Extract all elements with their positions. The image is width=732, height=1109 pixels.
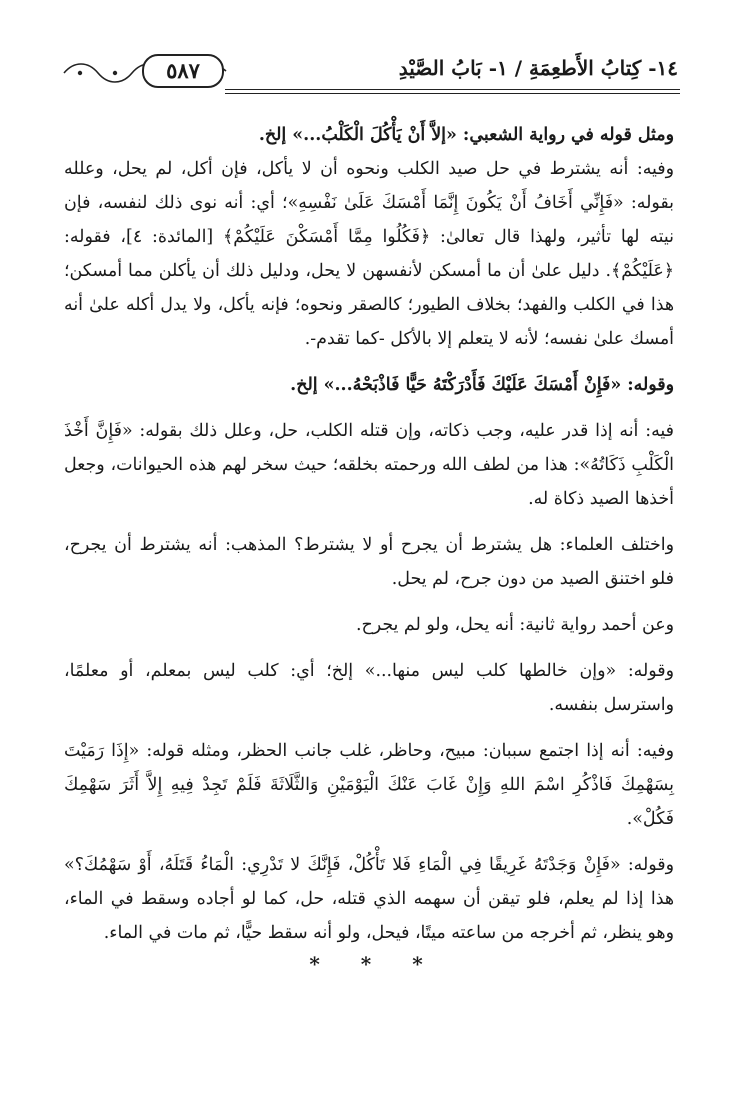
paragraph: وقوله: «فَإِنْ وَجَدْتَهُ غَرِيقًا فِي الْمَاءِ فَلا تَأْكُلْ، فَإِنَّكَ لا تَدْرِي: الْمَاءُ قَتَلَهُ، أَوْ سَهْمُكَ؟» هذا إذا لم يعلم، فلو تيقن أن سهمه الذي قتله، حل، كما لو أجاده وسقط في الماء، وهو ينظر، ثم أخرجه من ساعته ميتًا، فيحل، ولو أنه سقط حيًّا، ثم مات في الماء. (64, 855, 674, 943)
paragraph: وقوله: «وإن خالطها كلب ليس منها...» إلخ؛ أي: كلب ليس بمعلم، أو معلمًا، واسترسل بنفسه. (64, 661, 674, 715)
header-rule-thin (225, 93, 680, 94)
section-separator: * * * (309, 952, 423, 976)
paragraph: ومثل قوله في رواية الشعبي: «إلاَّ أَنْ يَأْكُلَ الْكَلْبُ...» إلخ. (258, 125, 674, 145)
paragraph: وعن أحمد رواية ثانية: أنه يحل، ولو لم يجرح. (355, 615, 674, 635)
paragraph: وفيه: أنه يشترط في حل صيد الكلب ونحوه أن لا يأكل، فإن أكل، لم يحل، وعلله بقوله: «فَإِنِّي أَخَافُ أَنْ يَكُونَ إِنَّمَا أَمْسَكَ عَلَىٰ نَفْسِهِ»؛ أي: أنه نوى ذلك لنفسه، فإن نيته لها تأثير، ولهذا قال تعالىٰ: ﴿فَكُلُوا مِمَّا أَمْسَكْنَ عَلَيْكُمْ﴾ [المائدة: ٤]، فقوله: ﴿عَلَيْكُمْ﴾. دليل علىٰ أن ما أمسكن لأنفسهن لا يحل، ودليل ذلك أن يأكلن مما أمسكن؛ هذا في الكلب والفهد؛ بخلاف الطيور؛ كالصقر ونحوه؛ فإنه يأكل، ولا يدل أكله علىٰ أنه أمسك علىٰ نفسه؛ لأنه لا يتعلم إلا بالأكل -كما تقدم-. (64, 159, 674, 349)
paragraph: فيه: أنه إذا قدر عليه، وجب ذكاته، وإن قتله الكلب، حل، وعلل ذلك بقوله: «فَإِنَّ أَخْذَ الْكَلْبِ ذَكَاتُهُ»: هذا من لطف الله ورحمته بخلقه؛ حيث سخر لهم هذه الحيوانات، وجعل أخذها الصيد ذكاة له. (64, 421, 674, 509)
text-body (64, 118, 674, 950)
page-number: ٥٨٧ (142, 54, 224, 88)
paragraph: وفيه: أنه إذا اجتمع سببان: مبيح، وحاظر، غلب جانب الحظر، ومثله قوله: «إِذَا رَمَيْتَ بِسَهْمِكَ فَاذْكُرِ اسْمَ اللهِ وَإِنْ غَابَ عَنْكَ الْيَوْمَيْنِ وَالثَّلَاثَةَ فَلَمْ تَجِدْ فِيهِ إِلاَّ أَثَرَ سَهْمِكَ فَكُلْ». (64, 741, 674, 829)
page-header (60, 52, 680, 100)
header-rule (225, 89, 680, 90)
chapter-title: ١٤- كِتابُ الأَطعِمَةِ / ١- بَابُ الصَّيْدِ (398, 56, 678, 80)
paragraph: وقوله: «فَإِنْ أَمْسَكَ عَلَيْكَ فَأَدْرَكْتَهُ حَيًّا فَاذْبَحْهُ...» إلخ. (290, 375, 674, 395)
paragraph: واختلف العلماء: هل يشترط أن يجرح أو لا يشترط؟ المذهب: أنه يشترط أن يجرح، فلو اختنق الصيد من دون جرح، لم يحل. (64, 535, 674, 589)
